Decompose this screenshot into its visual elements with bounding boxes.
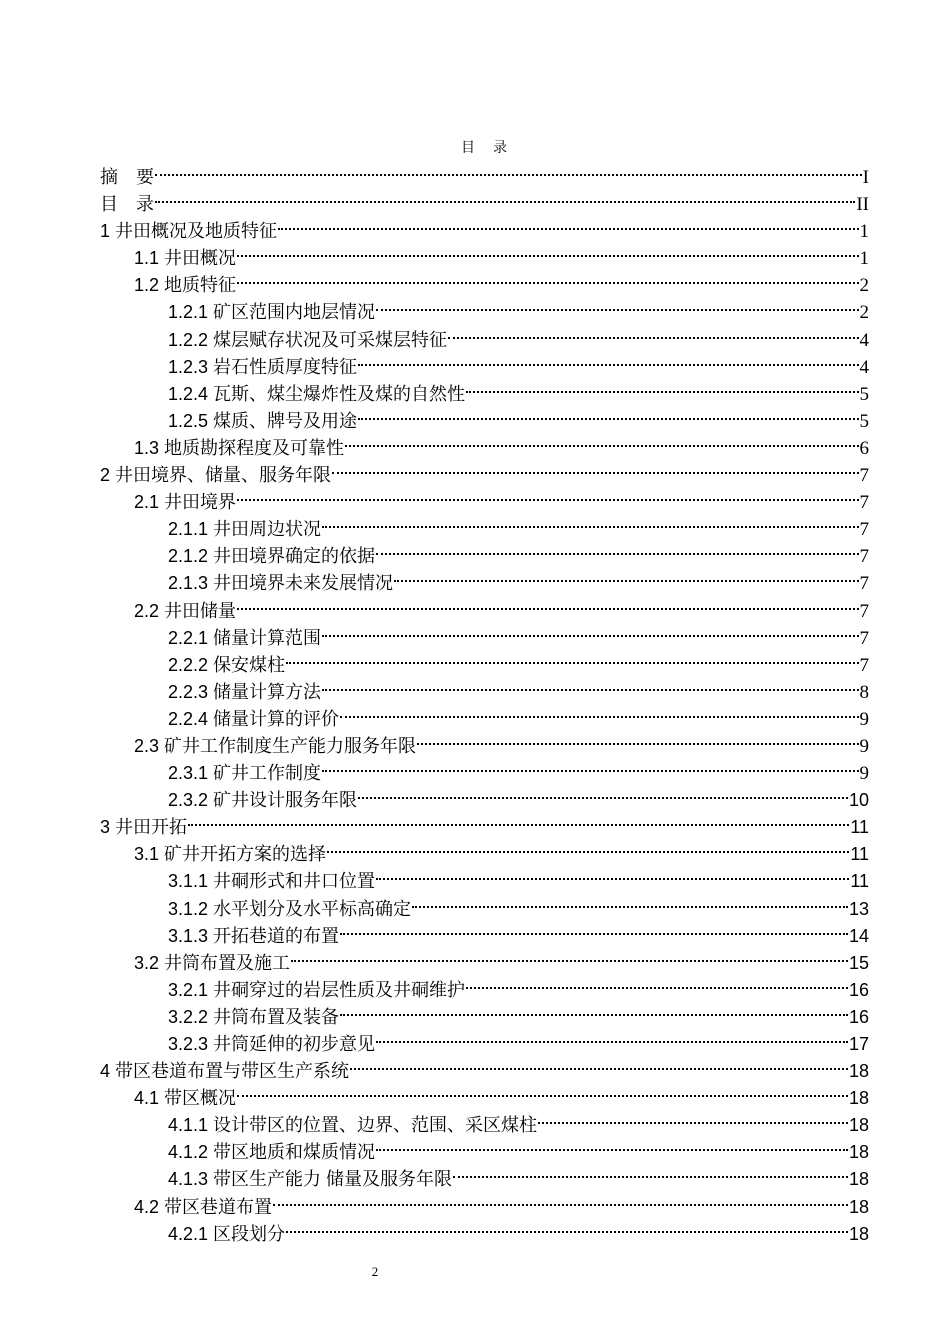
toc-entry-label: 2.1.2 井田境界确定的依据 [168, 546, 376, 567]
dot-leader [322, 617, 858, 644]
toc-entry-label: 4.1 带区概况 [134, 1088, 237, 1109]
toc-entry-label: 1.2.2 煤层赋存状况及可采煤层特征 [168, 329, 448, 350]
toc-entry-label: 2.2.4 储量计算的评价 [168, 708, 340, 729]
toc-entry-label: 3.1.1 井硐形式和井口位置 [168, 871, 376, 892]
dot-leader [237, 1077, 848, 1104]
toc-entry-label: 1.1 井田概况 [134, 248, 237, 269]
toc-entry[interactable] [100, 183, 869, 216]
toc-title: 目 录 [461, 140, 509, 156]
dot-leader [322, 508, 858, 535]
toc-entry-label: 摘 要 [100, 167, 154, 187]
toc-entry[interactable] [100, 156, 869, 188]
dot-leader [350, 1050, 848, 1077]
table-of-contents [100, 156, 869, 1244]
toc-entry-page: 9 [859, 708, 869, 730]
dot-leader [376, 860, 849, 887]
toc-entry-label: 3.1.3 开拓巷道的布置 [168, 925, 340, 946]
toc-entry-page: 17 [848, 1034, 869, 1054]
toc-entry-label: 2.1 井田境界 [134, 492, 237, 513]
dot-leader [417, 725, 858, 752]
toc-entry-page: 2 [859, 275, 869, 297]
toc-entry-label: 1.2.1 矿区范围内地层情况 [168, 302, 376, 323]
dot-leader [155, 183, 855, 210]
dot-leader [188, 806, 849, 833]
toc-entry-label: 2.3.1 矿井工作制度 [168, 763, 322, 784]
toc-entry-page: 5 [859, 410, 869, 432]
toc-entry-label: 2.3.2 矿井设计服务年限 [168, 790, 358, 811]
toc-entry-label: 3 井田开拓 [100, 817, 188, 838]
toc-entry-page: 18 [848, 1142, 869, 1163]
toc-entry-page: 9 [859, 763, 869, 785]
toc-entry[interactable] [100, 806, 869, 838]
dot-leader [273, 1186, 848, 1213]
toc-entry-label: 4.2.1 区段划分 [168, 1223, 286, 1244]
toc-entry-page: 8 [859, 681, 869, 703]
dot-leader [155, 156, 862, 183]
toc-entry-page: 13 [848, 898, 869, 919]
toc-entry-label: 2.1.3 井田境界未来发展情况 [168, 573, 394, 594]
toc-entry-page: 1 [859, 248, 869, 270]
toc-entry-page: 18 [848, 1223, 869, 1244]
toc-entry-label: 1.2.3 岩石性质厚度特征 [168, 356, 358, 377]
toc-entry-label: 1 井田概况及地质特征 [100, 221, 278, 242]
toc-entry-page: 11 [850, 817, 869, 838]
dot-leader [376, 1023, 848, 1050]
dot-leader [466, 969, 848, 996]
dot-leader [376, 291, 858, 318]
dot-leader [278, 210, 858, 237]
toc-entry-page: 16 [848, 979, 869, 1000]
toc-entry-page: 7 [859, 573, 869, 595]
toc-entry-page: 18 [848, 1196, 869, 1217]
toc-entry-page: 2 [859, 302, 869, 324]
dot-leader [345, 427, 858, 454]
dot-leader [538, 1104, 848, 1131]
dot-leader [322, 752, 858, 779]
toc-entry-page: 11 [850, 844, 869, 865]
dot-leader [340, 996, 848, 1023]
toc-entry-page: 7 [859, 465, 869, 487]
dot-leader [412, 888, 848, 915]
toc-entry-label: 3.2.1 井硐穿过的岩层性质及井硐维护 [168, 979, 466, 1000]
dot-leader [237, 590, 858, 617]
toc-entry-page: 7 [859, 492, 869, 514]
dot-leader [332, 454, 858, 481]
toc-entry-page: 16 [848, 1006, 869, 1027]
dot-leader [322, 671, 858, 698]
toc-entry-page: 4 [859, 329, 869, 351]
dot-leader [448, 319, 858, 346]
toc-entry-page: II [856, 194, 869, 216]
dot-leader [327, 833, 849, 860]
toc-entry-label: 3.2.3 井筒延伸的初步意见 [168, 1034, 376, 1054]
toc-entry-label: 2.3 矿井工作制度生产能力服务年限 [134, 735, 417, 756]
toc-entry-label: 4.2 带区巷道布置 [134, 1196, 273, 1217]
toc-entry-page: 7 [859, 627, 869, 649]
toc-entry-page: 9 [859, 735, 869, 757]
toc-entry-page: 18 [848, 1169, 869, 1190]
dot-leader [340, 915, 848, 942]
toc-entry-label: 1.2 地质特征 [134, 275, 237, 296]
toc-entry-label: 目 录 [100, 194, 154, 215]
toc-entry-label: 1.2.5 煤质、牌号及用途 [168, 410, 358, 431]
dot-leader [291, 942, 848, 969]
toc-entry-page: 7 [859, 546, 869, 568]
dot-leader [453, 1158, 848, 1185]
toc-entry-label: 1.3 地质勘探程度及可靠性 [134, 437, 345, 458]
toc-entry-label: 2.1.1 井田周边状况 [168, 519, 322, 540]
dot-leader [376, 535, 858, 562]
toc-entry-label: 4.1.3 带区生产能力 储量及服务年限 [168, 1169, 453, 1190]
dot-leader [286, 1213, 848, 1240]
toc-entry-label: 2 井田境界、储量、服务年限 [100, 465, 332, 486]
toc-entry-page: I [862, 167, 869, 188]
toc-entry-page: 18 [848, 1115, 869, 1136]
toc-entry-label: 2.2.2 保安煤柱 [168, 654, 286, 675]
toc-entry-label: 4.1.2 带区地质和煤质情况 [168, 1142, 376, 1163]
page-number: 2 [371, 1264, 379, 1279]
toc-entry-label: 3.1 矿井开拓方案的选择 [134, 844, 327, 865]
dot-leader [358, 779, 848, 806]
toc-entry-page: 10 [848, 790, 869, 811]
toc-entry-label: 4 带区巷道布置与带区生产系统 [100, 1061, 350, 1082]
dot-leader [237, 237, 858, 264]
toc-entry-label: 3.2 井筒布置及施工 [134, 952, 291, 973]
toc-entry-label: 2.2.1 储量计算范围 [168, 627, 322, 648]
toc-entry-page: 6 [859, 437, 869, 459]
dot-leader [376, 1131, 848, 1158]
toc-entry-page: 7 [859, 654, 869, 676]
toc-entry-label: 3.1.2 水平划分及水平标高确定 [168, 898, 412, 919]
toc-entry-page: 5 [859, 383, 869, 405]
dot-leader [340, 698, 858, 725]
toc-entry-page: 18 [848, 1088, 869, 1109]
toc-entry-page: 1 [859, 221, 869, 243]
toc-entry-label: 1.2.4 瓦斯、煤尘爆炸性及煤的自然性 [168, 383, 466, 404]
toc-entry-label: 2.2 井田储量 [134, 600, 237, 621]
toc-entry-label: 3.2.2 井筒布置及装备 [168, 1006, 340, 1027]
toc-entry[interactable] [100, 210, 869, 243]
toc-entry-page: 18 [848, 1061, 869, 1082]
dot-leader [358, 400, 858, 427]
dot-leader [466, 373, 858, 400]
dot-leader [237, 481, 858, 508]
toc-entry-page: 4 [859, 356, 869, 378]
dot-leader [237, 264, 858, 291]
toc-entry-page: 11 [850, 871, 869, 892]
dot-leader [358, 346, 858, 373]
toc-entry-label: 2.2.3 储量计算方法 [168, 681, 322, 702]
toc-entry-label: 4.1.1 设计带区的位置、边界、范围、采区煤柱 [168, 1115, 538, 1136]
toc-entry-page: 14 [848, 925, 869, 946]
toc-entry-page: 15 [848, 952, 869, 973]
dot-leader [286, 644, 858, 671]
toc-entry[interactable] [100, 833, 869, 865]
toc-entry-page: 7 [859, 519, 869, 541]
dot-leader [394, 562, 858, 589]
toc-entry-page: 7 [859, 600, 869, 622]
